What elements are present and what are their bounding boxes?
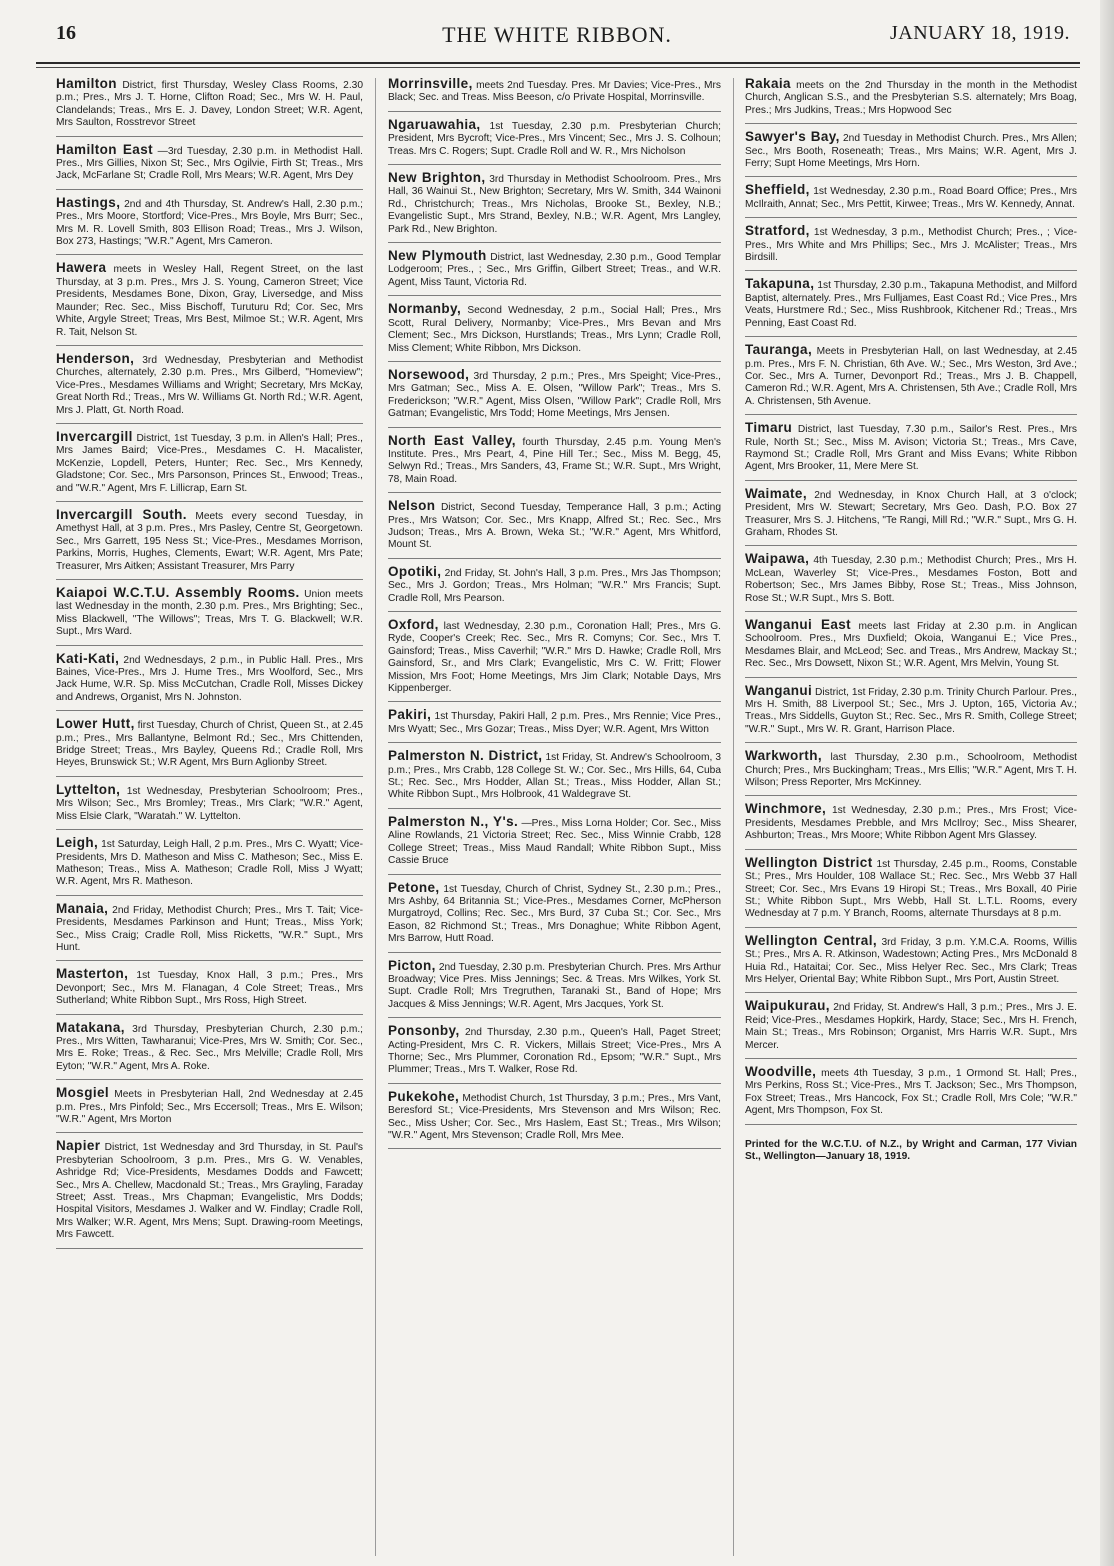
branch-details: meets 4th Tuesday, 3 p.m., 1 Ormond St. Hall; Pres., Mrs Perkins, Ross St.; Vice-Pres., Mrs T. Jackson; Sec., Mrs Thompson, Fox Street; Treas., Mrs Hancock, Fox St.; Cradle Roll, Mrs Cole; "W.R." Agent, Mrs Thompson, Fox St.	[745, 1067, 1077, 1117]
branch-entry	[388, 116, 721, 165]
branch-entry	[388, 78, 721, 112]
branch-entry	[56, 428, 363, 502]
branch-name: Ponsonby,	[388, 1023, 460, 1039]
header-rule-thin	[36, 67, 1080, 68]
branch-entry	[745, 854, 1077, 928]
branch-entry	[388, 303, 721, 362]
branch-name: Lower Hutt,	[56, 716, 135, 732]
branch-name: Hamilton	[56, 78, 117, 91]
branch-name: Napier	[56, 1138, 101, 1154]
branch-name: Rakaia	[745, 78, 791, 91]
branch-details: Second Wednesday, 2 p.m., Social Hall; Pres., Mrs Scott, Rural Delivery, Normanby; Vice-Pres., Mrs Bevan and Mrs Clement; Sec., Mrs Dickson, Hurstlands; Treas., Mrs Lynn; Cradle Roll, Miss Clement; White Ribbon, Mrs Dickson.	[388, 305, 721, 354]
header-rule-thick	[36, 62, 1080, 64]
branch-entry	[745, 184, 1077, 218]
branch-details: 1st Thursday, Pakiri Hall, 2 p.m. Pres., Mrs Rennie; Vice Pres., Mrs Wyatt; Sec., Mrs Gozar; Treas., Miss Dyer; W.R. Agent, Mrs Witton	[388, 711, 721, 735]
branch-details: 2nd Friday, St. Andrew's Hall, 3 p.m.; Pres., Mrs J. E. Reid; Vice-Pres., Mesdames Hopkirk, Hardy, Stace; Sec., Mrs H. French, Main St.; Treas., Mrs Robinson; Organist, Mrs Harris W.R. Supt., Mrs Mercer.	[745, 1002, 1077, 1051]
branch-details: 1st Thursday, 2.45 p.m., Rooms, Constable St.; Pres., Mrs Houlder, 108 Wallace St.; Rec. Sec., Mrs Webb 37 Hall Street; Cor. Sec., Mrs Evans 19 Hiropi St.; Treas., Mrs Boxall, 40 Pirie St.; White Ribbon Supt., Mrs Webb, Hall St. L.T.L. Rooms, every Wednesday at 7 p.m. Y Branch, Rooms, alternate Thursdays at 8 p.m.	[745, 858, 1077, 920]
branch-details: District, 1st Wednesday and 3rd Thursday, in St. Paul's Presbyterian Schoolroom, 3 p.m. Pres., Mrs G. W. Venables, Ashridge Rd; Vice-Presidents, Mesdames Dodds and Fawcett; Sec., Mrs A. Chellew, Macdonald St.; Treas., Mrs Grayling, Faraday Street; Asst. Treas., Mrs Chapman; Evangelistic, Mrs Dodds; Hospital Visitors, Mesdames J. Walker and W. Findlay; Cradle Roll, Mrs Walker; W.R. Agent, Mrs Mens; Supt. Drawing-room Meetings, Mrs Fawcett.	[56, 1142, 363, 1241]
branch-entry	[745, 553, 1077, 612]
branch-entry	[745, 619, 1077, 678]
printer-imprint: Printed for the W.C.T.U. of N.Z., by Wright and Carman, 177 Vivian St., Wellington—January 18, 1919.	[745, 1138, 1077, 1163]
branch-name: Opotiki,	[388, 563, 442, 579]
page-header	[0, 0, 1114, 70]
branch-details: Meets every second Tuesday, in Amethyst Hall, at 3 p.m. Pres., Mrs Pasley, Centre St, Georgetown. Sec., Mrs Garrett, 195 Ness St.; Vice-Pres., Mesdames Morrison, Parkins, Morris, Hughes, Clements, Ewart; W.R. Agent, Mrs Pate; Treasurer, Mrs Aitken; Assistant Treasurer, Mrs Parry	[56, 510, 363, 572]
branch-details: 3rd Thursday in Methodist Schoolroom. Pres., Mrs Hall, 36 Wainui St., New Brighton; Secretary, Mrs W. Smith, 344 Wainoni Rd., Christchurch; Treas., Mrs Nicholas, Brooke St., Bexley, N.B.; Evangelistic Supt., Mrs Strand, Bexley, N.B.; W.R. Agent, Mrs Langley, Park Rd., New Brighton.	[388, 174, 721, 235]
branch-name: Masterton,	[56, 966, 129, 982]
branch-entry	[388, 563, 721, 612]
branch-entry	[745, 131, 1077, 177]
branch-name: Waipawa,	[745, 551, 810, 567]
branch-name: Waimate,	[745, 485, 807, 501]
branch-details: 1st Saturday, Leigh Hall, 2 p.m. Pres., Mrs C. Wyatt; Vice-Presidents, Mrs D. Matheson and Miss C. Matheson; Sec., Miss E. Matheson; Treas., Miss A. Matheson; Cradle Roll, Miss J Wyatt; W.R. Agent, Mrs R. Matheson.	[56, 839, 363, 888]
branch-details: last Thursday, 2.30 p.m., Schoolroom, Methodist Church; Pres., Mrs Buckingham; Treas., Mrs Ellis; "W.R." Agent, Mrs T. H. Wilson; Press Reporter, Mrs McKinney.	[745, 752, 1077, 789]
branch-name: Ngaruawahia,	[388, 116, 481, 132]
branch-name: Waipukurau,	[745, 998, 830, 1014]
branch-entry	[745, 932, 1077, 994]
branch-name: Wellington Central,	[745, 932, 877, 948]
branch-details: District, first Thursday, Wesley Class Rooms, 2.30 p.m.; Pres., Mrs J. T. Horne, Clifton Road; Sec., Mrs W. H. Paul, Clandelands; Treas., Mrs E. J. Davey, London Street; W.R. Agent, Mrs Saulton, Rosstrevor Street	[56, 80, 363, 129]
branch-details: Methodist Church, 1st Thursday, 3 p.m.; Pres., Mrs Vant, Beresford St.; Vice-Presidents, Mrs Stevenson and Mrs Wilson; Rec. Sec., Miss Usher; Cor. Sec., Mrs Haslem, East St.; Treas., Mrs Wilson; "W.R." Agent, Mrs Stevenson; Cradle Roll, Mrs Mee.	[388, 1092, 721, 1141]
branch-name: Sheffield,	[745, 182, 810, 198]
branch-entry	[388, 500, 721, 559]
branch-details: Meets in Presbyterian Hall, 2nd Wednesday at 2.45 p.m. Pres., Mrs Pinfold; Sec., Mrs Eccersoll; Treas., Mrs E. Wilson; "W.R." Agent, Mrs Morton	[56, 1089, 363, 1125]
branch-name: Lyttelton,	[56, 781, 121, 797]
branch-details: —3rd Tuesday, 2.30 p.m. in Methodist Hall. Pres., Mrs Gillies, Nixon St; Sec., Mrs Ogilvie, Firth St; Treas., Mrs Jack, McFarlane St; Cradle Roll, Mrs Mears; W.R. Agent, Mrs Dey	[56, 145, 363, 182]
branch-name: Winchmore,	[745, 801, 827, 817]
column-right	[745, 78, 1077, 1556]
branch-details: 2nd Friday, St. John's Hall, 3 p.m. Pres., Mrs Jas Thompson; Sec., Mrs J. Gordon; Treas., Mrs Holman; "W.R." Mrs Francis; Supt. Cradle Roll, Mrs Pearson.	[388, 567, 721, 604]
branch-entry	[388, 250, 721, 296]
branch-name: Pakiri,	[388, 707, 432, 723]
branch-details: 1st Wednesday, Presbyterian Schoolroom; Pres., Mrs Wilson; Sec., Mrs Bromley; Treas., Mrs Clark; "W.R." Agent, Miss Elsie Clark, "Waratah." W. Lyttelton.	[56, 785, 363, 822]
branch-name: Picton,	[388, 957, 436, 973]
branch-name: North East Valley,	[388, 432, 516, 448]
branch-entry	[56, 1087, 363, 1133]
page-number: 16	[56, 22, 76, 44]
branch-entry	[745, 1063, 1077, 1125]
branch-name: Invercargill South.	[56, 506, 187, 522]
branch-entry	[745, 422, 1077, 481]
branch-entry	[56, 1140, 363, 1248]
branch-entry	[388, 1025, 721, 1084]
branch-entry	[745, 750, 1077, 796]
branch-details: 1st Tuesday, Church of Christ, Sydney St., 2.30 p.m.; Pres., Mrs Ashby, 64 Britannia St.; Vice-Pres., Mesdames Corner, McPherson Murgatroyd, Collins; Rec. Sec., Mrs Burd, 37 Cuba St.; Cor. Sec., Mrs Eason, 82 Richmond St.; Treas., Mrs Donaghue; White Ribbon Agent, Mrs Barrow, Hutt Road.	[388, 883, 721, 945]
branch-name: Normanby,	[388, 301, 462, 317]
branch-name: Palmerston N. District,	[388, 748, 543, 764]
branch-details: 2nd Wednesday, in Knox Church Hall, at 3 o'clock; President, Mrs W. Stewart; Secretary, Mrs Geo. Dash, P.O. Box 27 Treasurer, Mrs S. J. Hitchens, "Te Rangi, Mill Rd.; "W.R." Supt., Mrs G. H. Graham, Rhodes St.	[745, 489, 1077, 538]
branch-name: New Plymouth	[388, 248, 487, 264]
branch-details: meets 2nd Tuesday. Pres. Mr Davies; Vice-Pres., Mrs Black; Sec. and Treas. Miss Beeson, c/o Private Hospital, Morrinsville.	[388, 80, 721, 104]
branch-details: District, Second Tuesday, Temperance Hall, 3 p.m.; Acting Pres., Mrs Watson; Cor. Sec., Mrs Knapp, Alfred St.; Rec. Sec., Mrs Judson; Treas., Mrs A. Brown, Weka St.; "W.R." Agent, Mrs Whitford, Mount St.	[388, 502, 721, 551]
branch-entry	[388, 619, 721, 702]
branch-entry	[56, 141, 363, 190]
branch-entry	[56, 506, 363, 580]
column-middle	[388, 78, 721, 1556]
branch-name: Tauranga,	[745, 342, 813, 358]
branch-details: 2nd Tuesday, 2.30 p.m. Presbyterian Church. Pres. Mrs Arthur Broadway; Vice Pres. Miss Jennings; Sec. & Treas. Mrs Wilkes, York St. Supt. Cradle Roll; Mrs Tregruthen, Taranaki St., Band of Hope; Mrs Jacques & Miss Jennings; W.R. Agent, Mrs Jacques, York St.	[388, 961, 721, 1010]
branch-name: Palmerston N., Y's.	[388, 813, 519, 829]
branch-details: 3rd Thursday, Presbyterian Church, 2.30 p.m.; Pres., Mrs Witten, Tawharanui; Vice-Pres, Mrs W. Smith; Cor. Sec., Mrs E. Roke; Treas., & Rec. Sec., Mrs Melville; Cradle Roll, Mrs Eyton; "W.R." Agent, Mrs A. Roke.	[56, 1023, 363, 1072]
branch-name: Hawera	[56, 260, 107, 276]
branch-name: Kaiapoi W.C.T.U. Assembly Rooms.	[56, 585, 300, 600]
column-divider	[733, 78, 734, 1556]
branch-details: 1st Wednesday, 2.30 p.m., Road Board Office; Pres., Mrs McIlraith, Annat; Sec., Mrs Pettit, Kirwee; Treas., Mrs W. Kennedy, Annat.	[745, 186, 1077, 210]
branch-entry	[388, 1088, 721, 1150]
branch-entry	[56, 1019, 363, 1081]
branch-details: 2nd Thursday, 2.30 p.m., Queen's Hall, Paget Street; Acting-President, Mrs C. R. Vickers, Millais Street; Vice-Pres., Mrs A Thorne; Sec., Mrs Plummer, Coronation Rd., Epsom; "W.R." Supt., Mrs Plummer; Treas., Mrs T. Walker, Rose Rd.	[388, 1027, 721, 1076]
branch-name: Wanganui East	[745, 617, 852, 632]
column-left	[56, 78, 363, 1556]
branch-name: Matakana,	[56, 1019, 125, 1035]
branch-entry	[388, 957, 721, 1019]
branch-details: 1st Thursday, 2.30 p.m., Takapuna Methodist, and Milford Baptist, alternately. Pres., Mrs Fulljames, East Coast Rd.; Vice Pres., Mrs Veats, Hurstmere Rd.; Sec., Miss Rushbrook, Kitchener Rd.; Treas., Mrs Penning, East Coast Rd.	[745, 280, 1077, 329]
branch-details: 1st Wednesday, 2.30 p.m.; Pres., Mrs Frost; Vice-Presidents, Mesdames Prebble, and Mrs McIlroy; Sec., Miss Shearer, Ashburton; Treas., Mrs Moore; White Ribbon Agent Mrs Glassey.	[745, 805, 1077, 842]
branch-details: last Wednesday, 2.30 p.m., Coronation Hall; Pres., Mrs G. Ryde, Cooper's Creek; Rec. Sec., Mrs R. Comyns; Cor. Sec., Mrs T. Gainsford; Treas., Miss Caverhil; "W.R." Mrs D. Hawke; Cradle Roll, Mrs Gainsford, Sr., and Mrs Clark; Evangelistic, Mrs C. W. Fritt; Flower Mission, Mrs Foot; Home Meetings, Mrs Jim Clark; Notable Days, Mrs Kippenberger.	[388, 621, 721, 695]
branch-name: Invercargill	[56, 428, 133, 444]
branch-details: Meets in Presbyterian Hall, on last Wednesday, at 2.45 p.m. Pres., Mrs F. N. Christian, 6th Ave. W.; Sec., Mrs Weston, 3rd Ave.; Cor. Sec., Mrs A. Turner, Devonport Rd.; Treas., Mrs J. B. Chappell, Cameron Rd.; W.R. Agent, Mrs A. Christensen, 5th Ave.; Cradle Roll, Mrs A. Christensen, 5th Avenue.	[745, 346, 1077, 407]
branch-name: Leigh,	[56, 835, 99, 851]
branch-entry	[745, 278, 1077, 337]
branch-name: Morrinsville,	[388, 78, 473, 91]
branch-details: 3rd Friday, 3 p.m. Y.M.C.A. Rooms, Willis St.; Pres., Mrs A. R. Atkinson, Wadestown; Acting Pres., Mrs McDonald 8 Huia Rd., Hataitai; Cor. Sec., Miss Helyer Rec. Sec., Mrs Clark; Treas Mrs Helyer, Oriental Bay; White Ribbon Supt., Mrs Port, Austin Street.	[745, 936, 1077, 985]
branch-details: fourth Thursday, 2.45 p.m. Young Men's Institute. Pres., Mrs Peart, 4, Pine Hill Ter.; Sec., Miss M. Begg, 45, Selwyn Rd.; Treas., Mrs Sanders, 43, Frame St.; W.R. Supt., Mrs Wright, 78, Main Road.	[388, 436, 721, 485]
branch-name: Hastings,	[56, 194, 121, 210]
branch-entry	[745, 78, 1077, 124]
branch-entry	[56, 900, 363, 962]
column-divider	[375, 78, 376, 1556]
branch-entry	[56, 262, 363, 345]
branch-name: Kati-Kati,	[56, 650, 120, 666]
branch-details: meets on the 2nd Thursday in the month in the Methodist Church, Anglican S.S., and the Presbyterian S.S. alternately; Mrs Boag, Pres.; Mrs Judkins, Treas.; Mrs Hopwood Sec	[745, 80, 1077, 116]
branch-entry	[388, 879, 721, 953]
branch-details: —Pres., Miss Lorna Holder; Cor. Sec., Miss Aline Rowlands, 21 Victoria Street; Rec. Sec., Miss Winnie Crabb, 128 College Street; Treas., Miss Maud Randall; White Ribbon Supt., Miss Cassie Bruce	[388, 817, 721, 867]
branch-details: 2nd Friday, Methodist Church; Pres., Mrs T. Tait; Vice-Presidents, Mesdames Parkinson and Hunt; Treas., Miss York; Sec., Miss Craig; Cradle Roll, Miss Ricketts, "W.R." Supt., Mrs Hunt.	[56, 904, 363, 953]
branch-name: Warkworth,	[745, 748, 823, 764]
branch-details: 1st Tuesday, Knox Hall, 3 p.m.; Pres., Mrs Devonport; Sec., Mrs M. Flanagan, 4 Cole Street; Treas., Mrs Sutherland; White Ribbon Supt., Mrs Ross, High Street.	[56, 970, 363, 1007]
branch-entry	[388, 366, 721, 428]
branch-entry	[745, 225, 1077, 271]
branch-entry	[56, 781, 363, 830]
branch-details: District, 1st Tuesday, 3 p.m. in Allen's Hall; Pres., Mrs James Baird; Vice-Pres., Mesdames C. H. Macalister, McKenzie, Lopdell, Peters, Hunter; Rec. Sec., Mrs Kennedy, Gladstone; Cor. Sec., Mrs Parsonson, Princes St., Enwood; Treas., and "W.R." Agent, Mrs F. Lillicrap, Earn St.	[56, 432, 363, 494]
branch-entry	[745, 485, 1077, 547]
page-date: JANUARY 18, 1919.	[890, 22, 1070, 44]
branch-details: Union meets last Wednesday in the month, 2.30 p.m. Pres., Mrs Brighting; Sec., Miss Blackwell, "The Willows"; Treas, Mrs T. G. Blackwell; W.R. Supt., Mrs Ward.	[56, 589, 363, 638]
branch-details: 3rd Wednesday, Presbyterian and Methodist Churches, alternately, 2.30 p.m. Pres., Mrs Gilberd, "Homeview"; Vice-Pres., Mesdames Williams and Wright; Secretary, Mrs McKay, Great North Rd.; Treas., Mrs W. Williams Gt. North Rd.; W.R. Agent, Mrs J. Platt, Gt. North Road.	[56, 354, 363, 416]
branch-entry	[56, 718, 363, 777]
branch-entry	[388, 432, 721, 494]
branch-details: 1st Wednesday, 3 p.m., Methodist Church; Pres., ; Vice-Pres., Mrs White and Mrs Phillips; Sec., Mrs J. McAlister; Treas., Mrs Birdsill.	[745, 227, 1077, 264]
branch-entry	[388, 709, 721, 743]
branch-name: Stratford,	[745, 223, 810, 239]
branch-details: 2nd Tuesday in Methodist Church. Pres., Mrs Allen; Sec., Mrs Booth, Roseneath; Treas., Mrs Mains; W.R. Agent, Mrs J. Ferry; Supt Home Meetings, Mrs Horn.	[745, 133, 1077, 170]
page-edge-shadow	[1100, 0, 1114, 1566]
branch-details: District, last Tuesday, 7.30 p.m., Sailor's Rest. Pres., Mrs Rule, North St.; Sec., Miss M. Avison; Victoria St.; Treas., Mrs Cave, Raymond St.; Cradle Roll, Mrs Grant and Miss Evans; White Ribbon Agent, Mrs Brooker, 11, Mere Mere St.	[745, 424, 1077, 473]
branch-name: Takapuna,	[745, 276, 815, 292]
branch-name: Norsewood,	[388, 366, 470, 382]
branch-details: 3rd Thursday, 2 p.m.; Pres., Mrs Speight; Vice-Pres., Mrs Gatman; Sec., Miss A. E. Olsen, "Willow Park"; Treas., Mrs S. Frederickson; "W.R." Agent, Miss Olsen, "Willow Park"; Cradle Roll, Mrs Gatman; Evangelistic, Mrs Todd; Home Meetings, Mrs Jensen.	[388, 370, 721, 420]
branch-name: Hamilton East	[56, 141, 154, 157]
branch-name: Sawyer's Bay,	[745, 129, 840, 145]
branch-entry	[56, 78, 363, 137]
branch-entry	[56, 587, 363, 646]
branch-name: Wellington District	[745, 854, 873, 870]
branch-details: 2nd and 4th Thursday, St. Andrew's Hall, 2.30 p.m.; Pres., Mrs Moore, Stortford; Vice-Pres., Mrs Boyle, Mrs Burr; Sec., Mrs M. R. Lovell Smith, 803 Ellison Road; Treas., Mrs J. Wilson, Box 273, Hastings; "W.R." Agent, Mrs Cameron.	[56, 198, 363, 248]
branch-name: Pukekohe,	[388, 1088, 460, 1104]
branch-entry	[56, 194, 363, 256]
branch-name: New Brighton,	[388, 170, 486, 186]
branch-name: Manaia,	[56, 900, 109, 916]
branch-details: District, last Wednesday, 2.30 p.m., Good Templar Lodgeroom; Pres., ; Sec., Mrs Griffin, Gilbert Street; Treas., and W.R. Agent, Miss Taunt, Victoria Rd.	[388, 252, 721, 288]
branch-details: 1st Friday, St. Andrew's Schoolroom, 3 p.m.; Pres., Mrs Crabb, 128 College St. W.; Cor. Sec., Mrs Hills, 64, Cuba St.; Rec. Sec., Mrs Hodder, Allan St.; Treas., Miss Hodder, Allan St.; White Ribbon Supt., Mrs Holbrook, 41 Waldegrave St.	[388, 752, 721, 801]
branch-details: 2nd Wednesdays, 2 p.m., in Public Hall. Pres., Mrs Baines, Vice-Pres., Mrs J. Hume Tres., Mrs Woolford, Sec., Mrs Jack Hume, W.R. Sp. Miss McCutchan, Cradle Roll, Misses Dickey and Andrews, Organist, Mrs N. Johnston.	[56, 654, 363, 703]
branch-entry	[388, 750, 721, 809]
branch-name: Henderson,	[56, 350, 135, 366]
branch-name: Timaru	[745, 420, 793, 436]
branch-entry	[56, 968, 363, 1014]
branch-details: first Tuesday, Church of Christ, Queen St., at 2.45 p.m.; Pres., Mrs Ballantyne, Belmont Rd.; Sec., Mrs Chittenden, Bridge Street; Treas., Mrs Bayley, Queens Rd.; Cradle Roll, Mrs Heyes, Brunswick St.; W.R Agent, Mrs Burn Aglionby Street.	[56, 720, 363, 769]
branch-name: Wanganui	[745, 682, 813, 698]
branch-entry	[56, 650, 363, 712]
branch-name: Mosgiel	[56, 1085, 110, 1101]
branch-entry	[56, 837, 363, 896]
branch-entry	[745, 682, 1077, 744]
branch-details: 4th Tuesday, 2.30 p.m.; Methodist Church; Pres., Mrs H. McLean, Waverley St; Vice-Pres., Mesdames Foston, Bott and Robertson; Sec., Mrs James Bibby, Rose St.; Treas., Miss Johnson, Rose St.; W.R Supt., Mrs S. Bott.	[745, 555, 1077, 604]
page-title: THE WHITE RIBBON.	[442, 22, 672, 47]
branch-name: Petone,	[388, 879, 440, 895]
branch-details: meets last Friday at 2.30 p.m. in Anglican Schoolroom. Pres., Mrs Duxfield; Okoia, Wanganui E.; Vice Pres., Mesdames Blair, and McLeod; Sec. and Treas., Mrs Andrew, Mackay St.; Rec. Sec., Mrs Dowsett, Nixon St.; W.R. Agent, Mrs Melvin, Young St.	[745, 621, 1077, 670]
branch-entry	[388, 813, 721, 875]
branch-details: meets in Wesley Hall, Regent Street, on the last Thursday, at 3 p.m. Pres., Mrs J. S. Young, Cameron Street; Vice Presidents, Mesdames Bone, Dixon, Gray, Liversedge, and Miss Maunder; Rec. Sec., Miss Bischoff, Turuturu Rd; Cor. Sec, Mrs White, Argyle Street; Treas, Mrs Best, Milmoe St.; W.R. Agent, Mrs R. Tait, Nelson St.	[56, 264, 363, 338]
branch-name: Oxford,	[388, 617, 439, 632]
branch-entry	[388, 172, 721, 243]
branch-details: 1st Tuesday, 2.30 p.m. Presbyterian Church; President, Mrs Bycroft; Vice-Pres., Mrs Vincent; Sec., Mrs J. S. Colhoun; Treas. Mrs C. Rogers; Supt. Cradle Roll and W. R., Mrs Nicholson	[388, 120, 721, 157]
branch-name: Woodville,	[745, 1063, 817, 1079]
branch-details: District, 1st Friday, 2.30 p.m. Trinity Church Parlour. Pres., Mrs H. Smith, 88 Liverpool St.; Sec., Mrs J. Upton, 165, Victoria Av.; Treas., Mrs Siddells, Guyton St.; Rec. Sec., Mrs R. Smith, College Street; "W.R." Supt., Mrs W. R. Grant, Harrison Place.	[745, 686, 1077, 735]
branch-entry	[745, 1000, 1077, 1059]
branch-entry	[56, 350, 363, 424]
branch-entry	[745, 344, 1077, 415]
branch-entry	[745, 803, 1077, 849]
branch-name: Nelson	[388, 498, 436, 514]
